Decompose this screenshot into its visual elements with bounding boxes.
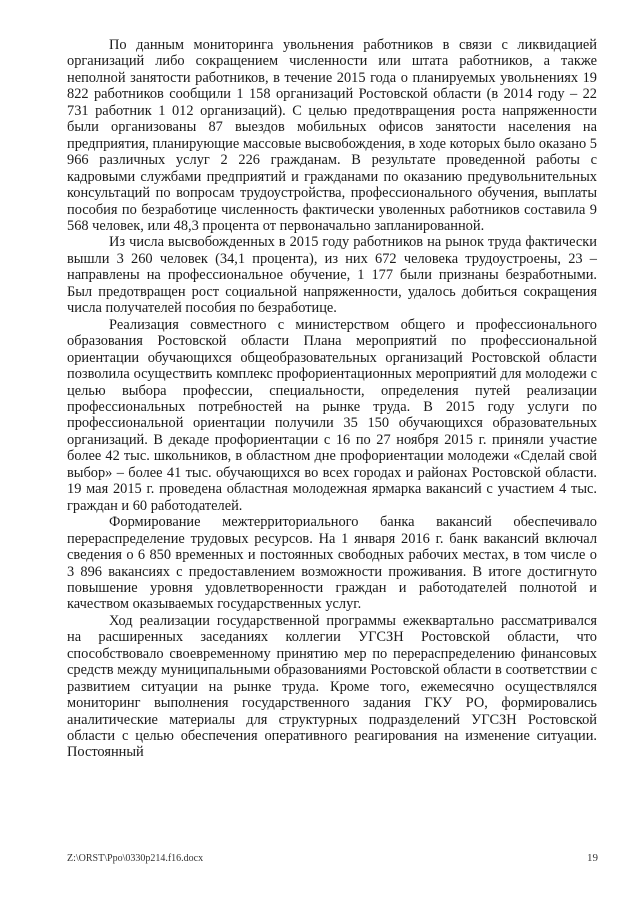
page-number: 19: [587, 852, 598, 864]
footer-file-path: Z:\ORST\Ppo\0330p214.f16.docx: [67, 853, 204, 864]
paragraph-vacancy-bank: Формирование межтерриториального банка вакансий обеспечивало перераспределение трудовых ресурсов. На 1 января 2016 г. банк вакансий включал сведения о 6 850 временных и постоянных свободных рабочих местах, в том числе о 3 896 вакансиях с предоставлением возможности проживания. В итоге достигнуто повышение уровня удовлетворенности граждан и работодателей полнотой и качеством оказываемых государственных услуг.: [67, 514, 597, 613]
paragraph-career-guidance: Реализация совместного с министерством общего и профессионального образования Ростовской области Плана мероприятий по профессиональной ориентации обучающихся общеобразовательных организаций Ростовской области позволила осуществить комплекс профориентационных мероприятий для молодежи с целью выбора профессии, специальности, определения путей реализации профессиональных потребностей на рынке труда. В 2015 году услуги по профессиональной ориентации получили 35 150 обучающихся образовательных организаций. В декаде профориентации с 16 по 27 ноября 2015 г. приняли участие более 42 тыс. школьников, в областном дне профориентации молодежи «Сделай свой выбор» – более 41 тыс. обучающихся во всех городах и районах Ростовской области. 19 мая 2015 г. проведена областная молодежная ярмарка вакансий с участием 4 тыс. граждан и 60 работодателей.: [67, 316, 597, 514]
paragraph-program-review: Ход реализации государственной программы ежеквартально рассматривался на расширенных заседаниях коллегии УГСЗН Ростовской области, что способствовало своевременному принятию мер по перераспределению финансовых средств между муниципальными образованиями Ростовской области в соответствии с развитием ситуации на рынке труда. Кроме того, ежемесячно осуществлялся мониторинг выполнения государственного задания ГКУ РО, формировались аналитические материалы для структурных подразделений УГСЗН Ростовской области с целью обеспечения оперативного реагирования на изменение ситуации. Постоянный: [67, 612, 597, 761]
document-body: [67, 37, 597, 761]
paragraph-layoffs-monitoring: По данным мониторинга увольнения работников в связи с ликвидацией организаций либо сокращением численности или штата работников, а также неполной занятости работников, в течение 2015 года о планируемых увольнениях 19 822 работников сообщили 1 158 организаций Ростовской области (в 2014 году – 22 731 работник 1 012 организаций). С целью предотвращения роста напряженности были организованы 87 выездов мобильных офисов занятости населения на предприятия, планирующие массовые высвобождения, в ходе которых было оказано 5 966 различных услуг 2 226 гражданам. В результате проведенной работы с кадровыми службами предприятий и гражданами по оказанию предувольнительных консультаций по вопросам трудоустройства, профессионального обучения, выплаты пособия по безработице численность фактически уволенных работников составила 9 568 человек, или 48,3 процента от первоначально запланированной.: [67, 37, 597, 234]
paragraph-released-workers: Из числа высвобожденных в 2015 году работников на рынок труда фактически вышли 3 260 человек (34,1 процента), из них 672 человека трудоустроены, 23 – направлены на профессиональное обучение, 1 177 были признаны безработными. Был предотвращен рост социальной напряженности, удалось добиться сокращения числа получателей пособия по безработице.: [67, 234, 597, 317]
